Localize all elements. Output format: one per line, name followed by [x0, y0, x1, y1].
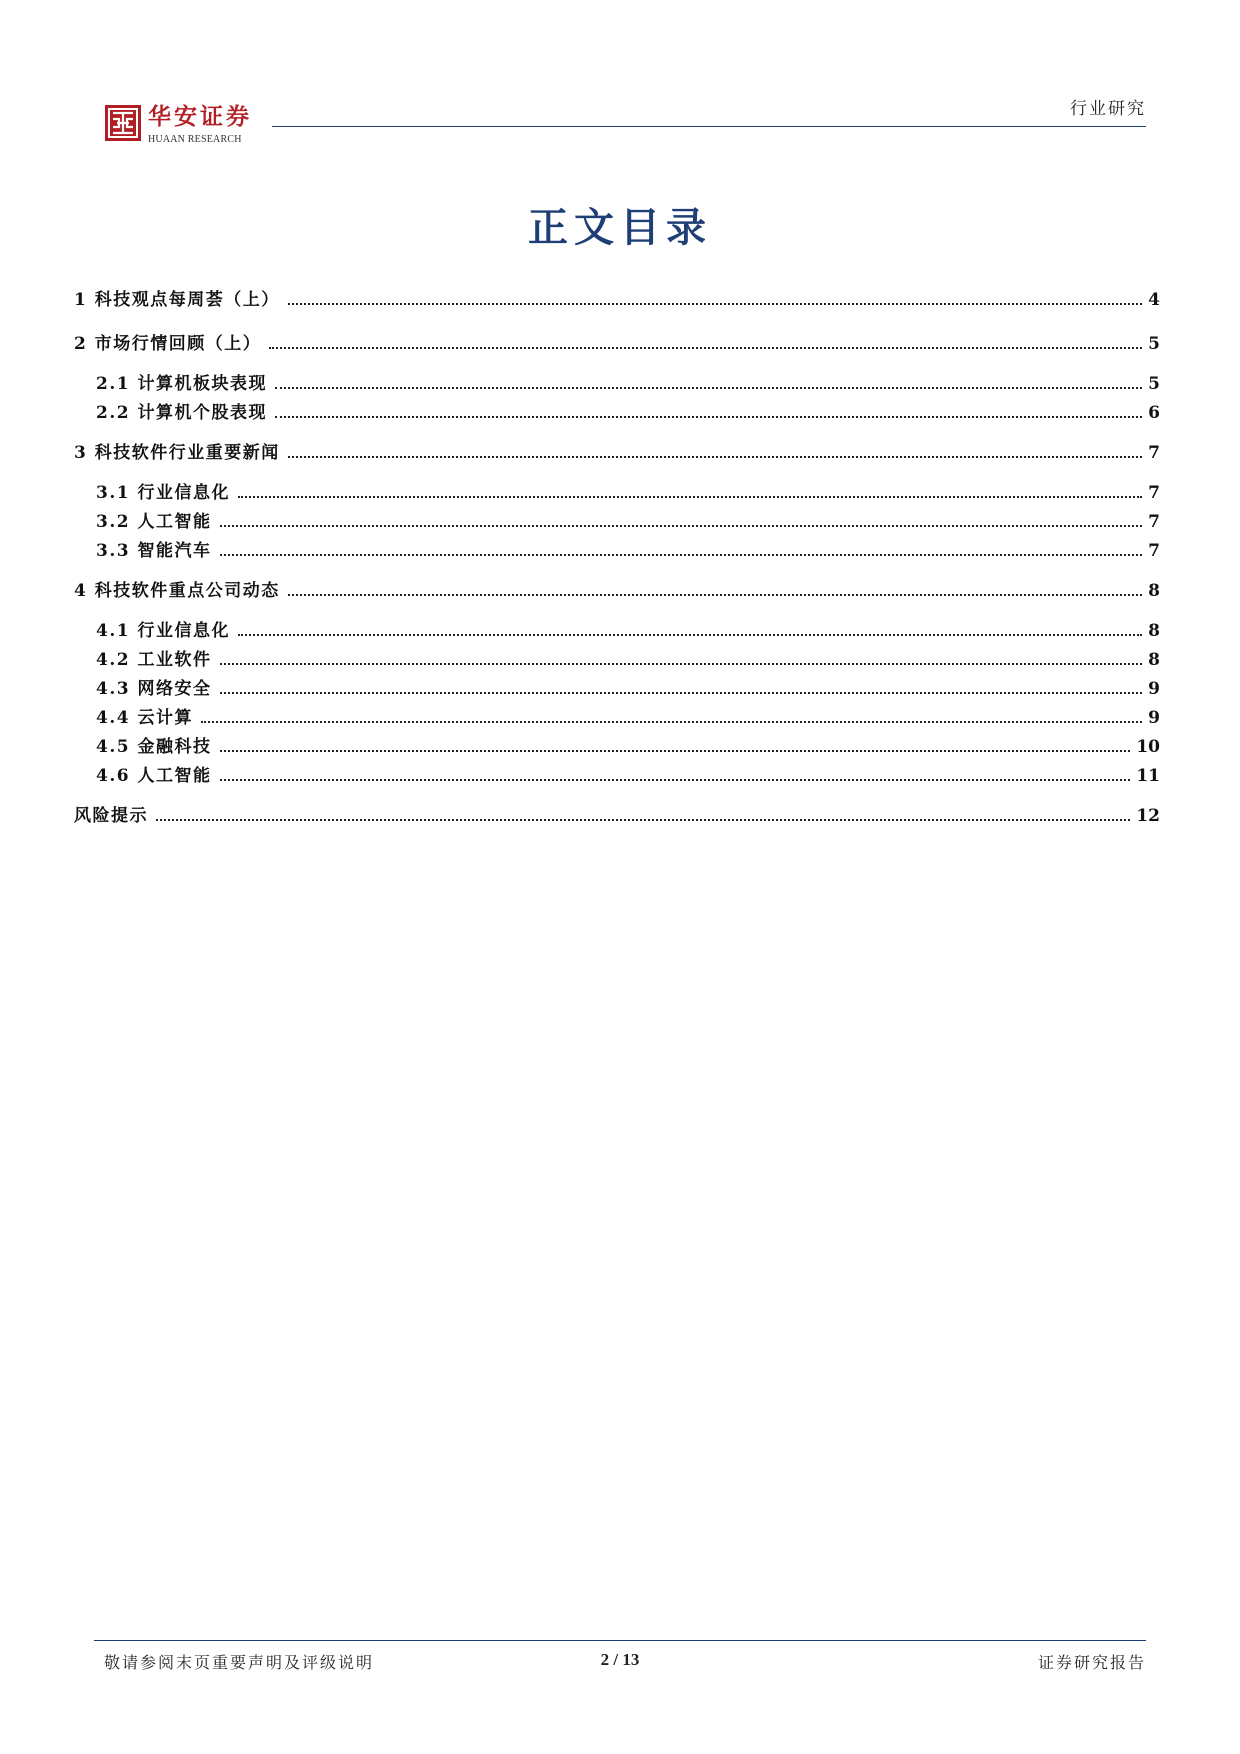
- toc-entry[interactable]: [96, 399, 1160, 423]
- toc-dot-leader: [238, 634, 1142, 636]
- toc-dot-leader: [156, 819, 1130, 821]
- toc-entry-page: 7: [1148, 541, 1160, 561]
- toc-entry-label: 2.1 计算机板块表现: [96, 374, 267, 394]
- toc-dot-leader: [201, 721, 1142, 723]
- footer-report-type: 证券研究报告: [1037, 1653, 1146, 1672]
- toc-entry-page: 4: [1148, 290, 1160, 310]
- toc-dot-leader: [275, 387, 1142, 389]
- toc-entry-page: 9: [1148, 679, 1160, 699]
- footer-divider: [94, 1640, 1146, 1641]
- toc-entry[interactable]: [96, 733, 1160, 757]
- toc-entry-page: 5: [1148, 374, 1160, 394]
- toc-dot-leader: [238, 496, 1142, 498]
- toc-entry-page: 12: [1136, 806, 1160, 826]
- toc-entry-label: 4.4 云计算: [96, 708, 193, 728]
- toc-entry-page: 8: [1148, 621, 1160, 641]
- toc-entry-label: 3.3 智能汽车: [96, 541, 212, 561]
- logo-chinese-name: 华安证券: [148, 103, 252, 130]
- toc-entry-page: 7: [1148, 443, 1160, 463]
- toc-entry[interactable]: [74, 330, 1160, 354]
- toc-entry[interactable]: [96, 762, 1160, 786]
- toc-entry-page: 6: [1148, 403, 1160, 423]
- toc-entry[interactable]: [96, 646, 1160, 670]
- page-header: [0, 0, 1240, 145]
- toc-dot-leader: [220, 554, 1143, 556]
- toc-entry-label: 3.1 行业信息化: [96, 483, 230, 503]
- toc-entry-label: 4.3 网络安全: [96, 679, 212, 699]
- logo-english-name: HUAAN RESEARCH: [148, 134, 242, 145]
- toc-entry-page: 8: [1148, 581, 1160, 601]
- report-section-tag: 行业研究: [1070, 99, 1146, 119]
- toc-dot-leader: [288, 303, 1142, 305]
- toc-entry-label: 1 科技观点每周荟（上）: [74, 290, 280, 310]
- toc-entry-page: 10: [1136, 737, 1160, 757]
- toc-entry-label: 2.2 计算机个股表现: [96, 403, 267, 423]
- footer-page-indicator: 2 / 13: [600, 1650, 640, 1669]
- toc-entry[interactable]: [96, 617, 1160, 641]
- toc-dot-leader: [220, 663, 1143, 665]
- toc-entry-label: 2 市场行情回顾（上）: [74, 334, 262, 354]
- toc-entry-label: 3 科技软件行业重要新闻: [74, 443, 280, 463]
- company-logo: [104, 104, 254, 148]
- toc-entry[interactable]: [96, 370, 1160, 394]
- toc-entry-label: 3.2 人工智能: [96, 512, 212, 532]
- toc-dot-leader: [288, 456, 1142, 458]
- toc-entry-label: 4.6 人工智能: [96, 766, 212, 786]
- toc-dot-leader: [220, 779, 1131, 781]
- toc-entry-label: 4.1 行业信息化: [96, 621, 230, 641]
- toc-entry-label: 风险提示: [74, 806, 148, 826]
- toc-entry[interactable]: [96, 479, 1160, 503]
- toc-dot-leader: [220, 692, 1143, 694]
- toc-entry[interactable]: [96, 675, 1160, 699]
- toc-entry-page: 11: [1136, 766, 1160, 786]
- huaan-seal-icon: [104, 104, 142, 142]
- toc-entry-page: 8: [1148, 650, 1160, 670]
- toc-title: 正文目录: [528, 204, 712, 251]
- toc-entry-page: 5: [1148, 334, 1160, 354]
- toc-dot-leader: [269, 347, 1142, 349]
- toc-entry[interactable]: [74, 577, 1160, 601]
- toc-entry-page: 7: [1148, 512, 1160, 532]
- header-divider: [272, 126, 1146, 127]
- toc-entry[interactable]: [96, 704, 1160, 728]
- toc-entry-label: 4 科技软件重点公司动态: [74, 581, 280, 601]
- toc-entry[interactable]: [74, 802, 1160, 826]
- toc-dot-leader: [220, 525, 1143, 527]
- toc-entry-label: 4.5 金融科技: [96, 737, 212, 757]
- toc-dot-leader: [275, 416, 1142, 418]
- toc-dot-leader: [288, 594, 1142, 596]
- toc-entry[interactable]: [74, 286, 1160, 310]
- toc-entry[interactable]: [74, 439, 1160, 463]
- toc-entry-label: 4.2 工业软件: [96, 650, 212, 670]
- toc-entry[interactable]: [96, 537, 1160, 561]
- toc-dot-leader: [220, 750, 1131, 752]
- toc-entry[interactable]: [96, 508, 1160, 532]
- toc-entry-page: 7: [1148, 483, 1160, 503]
- toc-entry-page: 9: [1148, 708, 1160, 728]
- footer-disclaimer: 敬请参阅末页重要声明及评级说明: [104, 1653, 375, 1672]
